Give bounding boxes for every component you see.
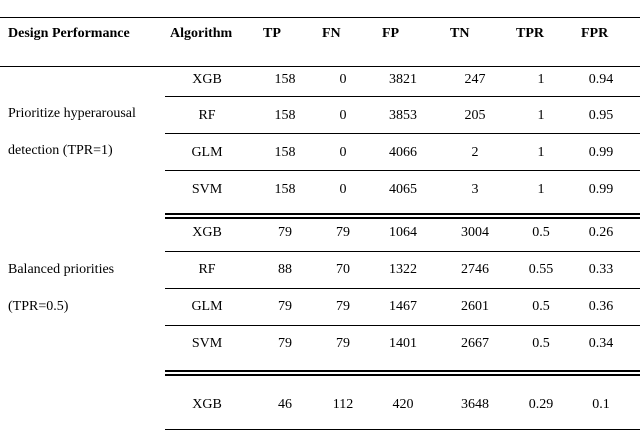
cell-tn: 3 — [471, 182, 479, 197]
cell-tp: 79 — [278, 299, 292, 314]
cell-algorithm: GLM — [191, 299, 223, 314]
header-algorithm: Algorithm — [170, 26, 233, 41]
group-1-label-line-1: Prioritize hyperarousal — [8, 106, 136, 121]
cell-tpr: 0.5 — [532, 225, 550, 240]
cell-algorithm: GLM — [191, 145, 223, 160]
cell-fpr: 0.95 — [588, 108, 614, 123]
cell-tpr: 1 — [537, 72, 545, 87]
cell-fn: 79 — [336, 336, 350, 351]
cell-tpr: 0.55 — [528, 262, 554, 277]
cell-tp: 79 — [278, 225, 292, 240]
cell-algorithm: RF — [198, 108, 216, 123]
cell-fpr: 0.99 — [588, 145, 614, 160]
cell-tn: 2667 — [461, 336, 489, 351]
cell-tn: 3004 — [461, 225, 489, 240]
cell-fp: 420 — [392, 397, 414, 412]
cell-tn: 205 — [464, 108, 486, 123]
cell-fn: 70 — [336, 262, 350, 277]
group-double-rule-bottom — [165, 217, 640, 219]
group-2-label-line-1: Balanced priorities — [8, 262, 115, 277]
cell-tn: 247 — [464, 72, 486, 87]
row-separator — [165, 288, 640, 289]
group-double-rule-top — [165, 370, 640, 372]
group-2-label-line-2: (TPR=0.5) — [8, 299, 69, 314]
cell-fp: 1467 — [389, 299, 417, 314]
cell-algorithm: XGB — [192, 225, 222, 240]
header-fpr: FPR — [581, 26, 609, 41]
row-separator — [165, 170, 640, 171]
cell-tn: 2601 — [461, 299, 489, 314]
cell-fpr: 0.94 — [588, 72, 614, 87]
cell-fp: 1401 — [389, 336, 417, 351]
cell-fp: 1322 — [389, 262, 417, 277]
header-fn: FN — [322, 26, 341, 41]
cell-fpr: 0.99 — [588, 182, 614, 197]
header-design-performance: Design Performance — [8, 26, 130, 41]
row-separator — [165, 96, 640, 97]
cell-tp: 79 — [278, 336, 292, 351]
cell-fpr: 0.34 — [588, 336, 614, 351]
cell-fn: 79 — [336, 299, 350, 314]
cell-tpr: 1 — [537, 145, 545, 160]
header-tpr: TPR — [516, 26, 544, 41]
cell-fpr: 0.1 — [592, 397, 610, 412]
row-separator — [165, 133, 640, 134]
cell-tp: 158 — [274, 145, 296, 160]
row-separator — [165, 251, 640, 252]
cell-fn: 0 — [339, 145, 347, 160]
cell-tn: 2 — [471, 145, 479, 160]
cell-algorithm: SVM — [191, 336, 223, 351]
cell-fn: 0 — [339, 108, 347, 123]
cell-algorithm: XGB — [192, 397, 222, 412]
cell-tn: 3648 — [461, 397, 489, 412]
cell-fp: 3821 — [389, 72, 417, 87]
cell-fn: 79 — [336, 225, 350, 240]
header-fp: FP — [382, 26, 400, 41]
cell-tpr: 0.5 — [532, 336, 550, 351]
cell-tpr: 1 — [537, 182, 545, 197]
cell-tn: 2746 — [461, 262, 489, 277]
cell-fn: 0 — [339, 182, 347, 197]
cell-tpr: 1 — [537, 108, 545, 123]
row-separator — [165, 429, 640, 430]
cell-fp: 4066 — [389, 145, 417, 160]
cell-fn: 0 — [339, 72, 347, 87]
cell-tp: 158 — [274, 72, 296, 87]
header-tn: TN — [450, 26, 470, 41]
group-1-label-line-2: detection (TPR=1) — [8, 143, 113, 158]
cell-tp: 158 — [274, 182, 296, 197]
cell-algorithm: XGB — [192, 72, 222, 87]
cell-tpr: 0.29 — [528, 397, 554, 412]
cell-algorithm: SVM — [191, 182, 223, 197]
cell-fpr: 0.36 — [588, 299, 614, 314]
cell-tp: 158 — [274, 108, 296, 123]
cell-fp: 3853 — [389, 108, 417, 123]
cell-tpr: 0.5 — [532, 299, 550, 314]
row-separator — [165, 325, 640, 326]
cell-fn: 112 — [332, 397, 354, 412]
header-rule — [0, 66, 640, 67]
header-tp: TP — [263, 26, 281, 41]
cell-algorithm: RF — [198, 262, 216, 277]
cell-tp: 46 — [278, 397, 292, 412]
top-rule — [0, 17, 640, 18]
cell-fpr: 0.26 — [588, 225, 614, 240]
group-double-rule-top — [165, 213, 640, 215]
cell-tp: 88 — [278, 262, 292, 277]
cell-fp: 1064 — [389, 225, 417, 240]
cell-fp: 4065 — [389, 182, 417, 197]
cell-fpr: 0.33 — [588, 262, 614, 277]
group-double-rule-bottom — [165, 374, 640, 376]
